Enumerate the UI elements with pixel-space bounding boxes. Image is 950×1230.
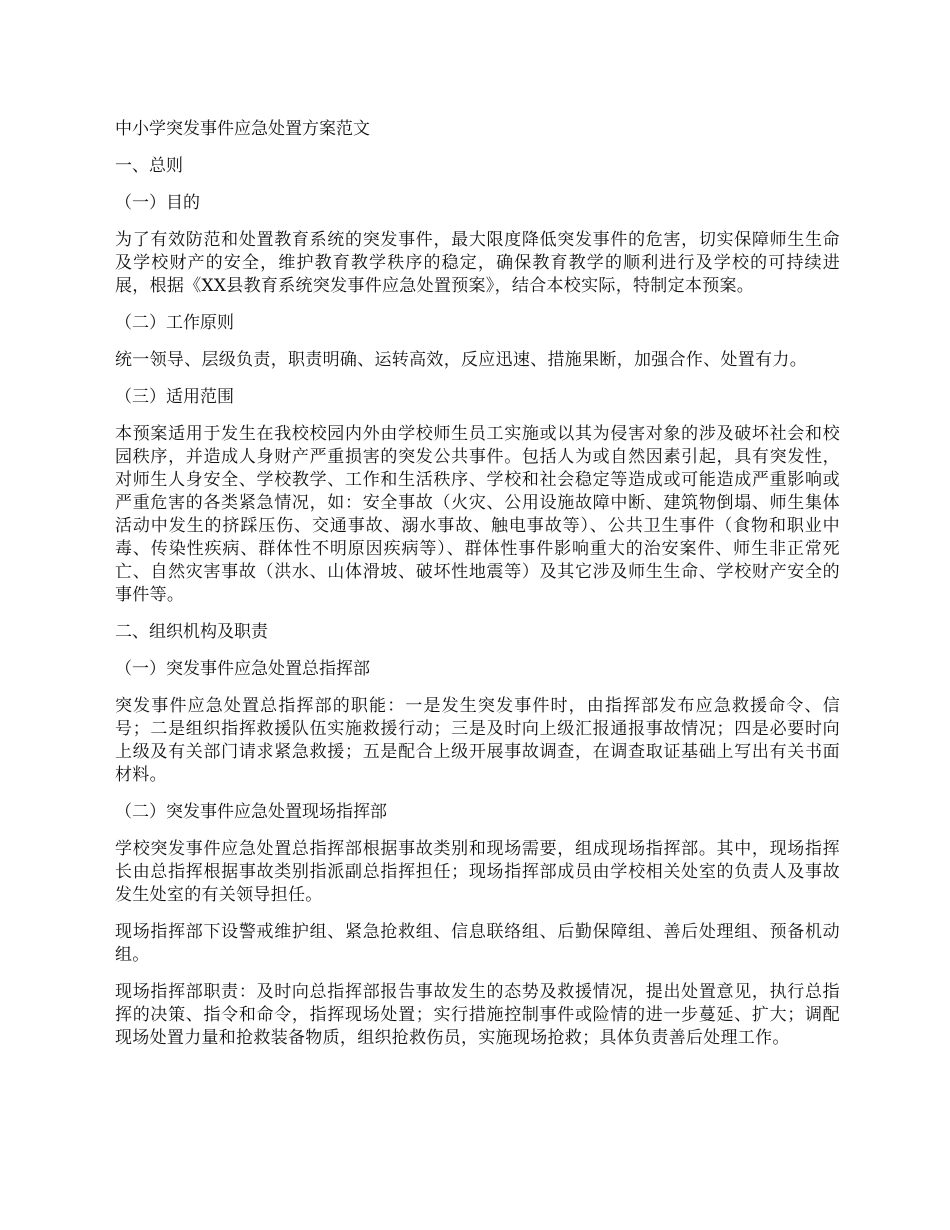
paragraph-onsite-command: 学校突发事件应急处置总指挥部根据事故类别和现场需要，组成现场指挥部。其中，现场指挥长由总指挥根据事故类别指派副总指挥担任；现场指挥部成员由学校相关处室的负责人及事故发生处室的有关领导担任。 [115,839,840,905]
document-page [115,118,840,1064]
subsection-heading-principles: （二）工作原则 [115,313,234,333]
subsection-heading-purpose: （一）目的 [115,193,200,213]
paragraph-principles: 统一领导、层级负责，职责明确、运转高效，反应迅速、措施果断，加强合作、处置有力。 [115,350,807,370]
subsection-heading-onsite-command: （二）突发事件应急处置现场指挥部 [115,802,387,822]
section-heading-organization: 二、组织机构及职责 [115,622,268,642]
paragraph-scope: 本预案适用于发生在我校校园内外由学校师生员工实施或以其为侵害对象的涉及破坏社会和校园秩序，并造成人身财产严重损害的突发公共事件。包括人为或自然因素引起，具有突发性，对师生人身安全、学校教学、工作和生活秩序、学校和社会稳定等造成或可能造成严重影响或严重危害的各类紧急情况，如：安全事故（火灾、公用设施故障中断、建筑物倒塌、师生集体活动中发生的挤踩压伤、交通事故、溺水事故、触电事故等）、公共卫生事件（食物和职业中毒、传染性疾病、群体性不明原因疾病等）、群体性事件影响重大的治安案件、师生非正常死亡、自然灾害事故（洪水、山体滑坡、破坏性地震等）及其它涉及师生生命、学校财产安全的事件等。 [115,424,840,605]
paragraph-purpose: 为了有效防范和处置教育系统的突发事件，最大限度降低突发事件的危害，切实保障师生生命及学校财产的安全，维护教育教学秩序的稳定，确保教育教学的顺利进行及学校的可持续进展，根据《XX县教育系统突发事件应急处置预案》，结合本校实际，特制定本预案。 [115,230,840,296]
subsection-heading-scope: （三）适用范围 [115,387,234,407]
paragraph-onsite-duties: 现场指挥部职责：及时向总指挥部报告事故发生的态势及救援情况，提出处置意见，执行总指挥的决策、指令和命令，指挥现场处置；实行措施控制事件或险情的进一步蔓延、扩大；调配现场处置力量和抢救装备物质，组织抢救伤员，实施现场抢救；具体负责善后处理工作。 [115,982,840,1048]
document-title: 中小学突发事件应急处置方案范文 [115,119,370,139]
subsection-heading-headquarters: （一）突发事件应急处置总指挥部 [115,659,370,679]
section-heading-general: 一、总则 [115,156,183,176]
paragraph-onsite-groups: 现场指挥部下设警戒维护组、紧急抢救组、信息联络组、后勤保障组、善后处理组、预备机动组。 [115,922,840,965]
paragraph-headquarters: 突发事件应急处置总指挥部的职能：一是发生突发事件时，由指挥部发布应急救援命令、信号；二是组织指挥救援队伍实施救援行动；三是及时向上级汇报通报事故情况；四是必要时向上级及有关部门请求紧急救援；五是配合上级开展事故调查，在调查取证基础上写出有关书面材料。 [115,696,840,785]
